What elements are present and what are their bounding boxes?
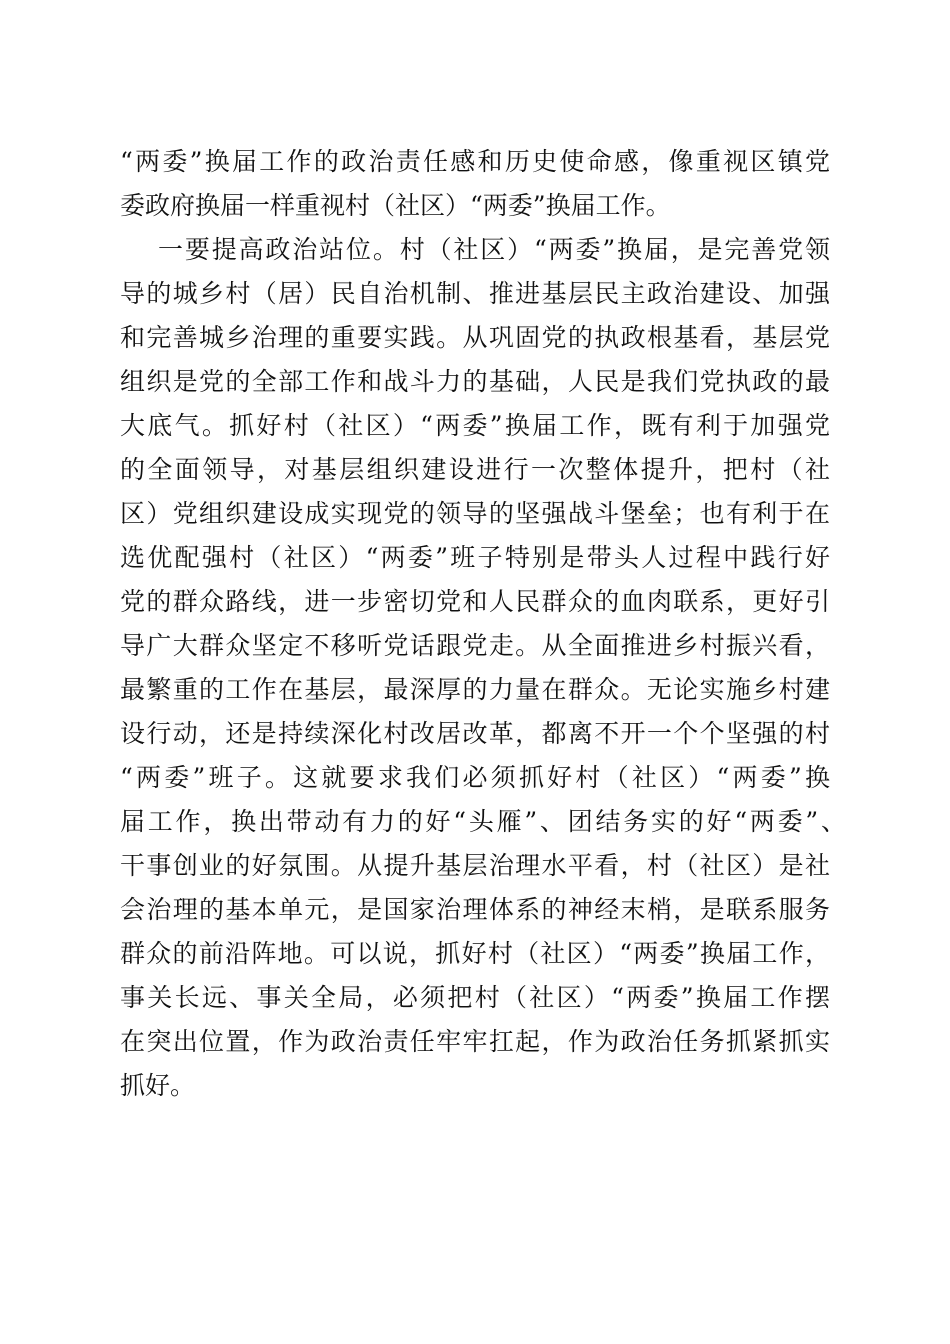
paragraph-line: 导的城乡村（居）民自治机制、推进基层民主政治建设、加强 [120, 279, 830, 308]
paragraph-line: 一要提高政治站位。村（社区）“两委”换届，是完善党领 [158, 235, 830, 264]
paragraph-line: 抓好。 [120, 1071, 196, 1100]
paragraph-line: 事关长远、事关全局，必须把村（社区）“两委”换届工作摆 [120, 983, 830, 1012]
paragraph-line: 设行动，还是持续深化村改居改革，都离不开一个个坚强的村 [120, 719, 830, 748]
paragraph-line: 大底气。抓好村（社区）“两委”换届工作，既有利于加强党 [120, 411, 830, 440]
paragraph-line: 委政府换届一样重视村（社区）“两委”换届工作。 [120, 191, 671, 220]
paragraph-line: 届工作，换出带动有力的好“头雁”、团结务实的好“两委”、 [120, 807, 846, 836]
paragraph-line: 选优配强村（社区）“两委”班子特别是带头人过程中践行好 [120, 543, 830, 572]
paragraph-line: 区）党组织建设成实现党的领导的坚强战斗堡垒；也有利于在 [120, 499, 830, 528]
paragraph-line: 群众的前沿阵地。可以说，抓好村（社区）“两委”换届工作， [120, 939, 830, 968]
paragraph-line: 组织是党的全部工作和战斗力的基础，人民是我们党执政的最 [120, 367, 830, 396]
paragraph-line: “两委”班子。这就要求我们必须抓好村（社区）“两委”换 [120, 763, 830, 792]
paragraph-line: 党的群众路线，进一步密切党和人民群众的血肉联系，更好引 [120, 587, 830, 616]
paragraph-line: “两委”换届工作的政治责任感和历史使命感，像重视区镇党 [120, 147, 830, 176]
paragraph-line: 干事创业的好氛围。从提升基层治理水平看，村（社区）是社 [120, 851, 830, 880]
paragraph-line: 在突出位置，作为政治责任牢牢扛起，作为政治任务抓紧抓实 [120, 1027, 830, 1056]
paragraph-line: 会治理的基本单元，是国家治理体系的神经末梢，是联系服务 [120, 895, 830, 924]
paragraph-line: 的全面领导，对基层组织建设进行一次整体提升，把村（社 [120, 455, 830, 484]
paragraph-line: 最繁重的工作在基层，最深厚的力量在群众。无论实施乡村建 [120, 675, 830, 704]
paragraph-line: 和完善城乡治理的重要实践。从巩固党的执政根基看，基层党 [120, 323, 830, 352]
paragraph-line: 导广大群众坚定不移听党话跟党走。从全面推进乡村振兴看， [120, 631, 830, 660]
